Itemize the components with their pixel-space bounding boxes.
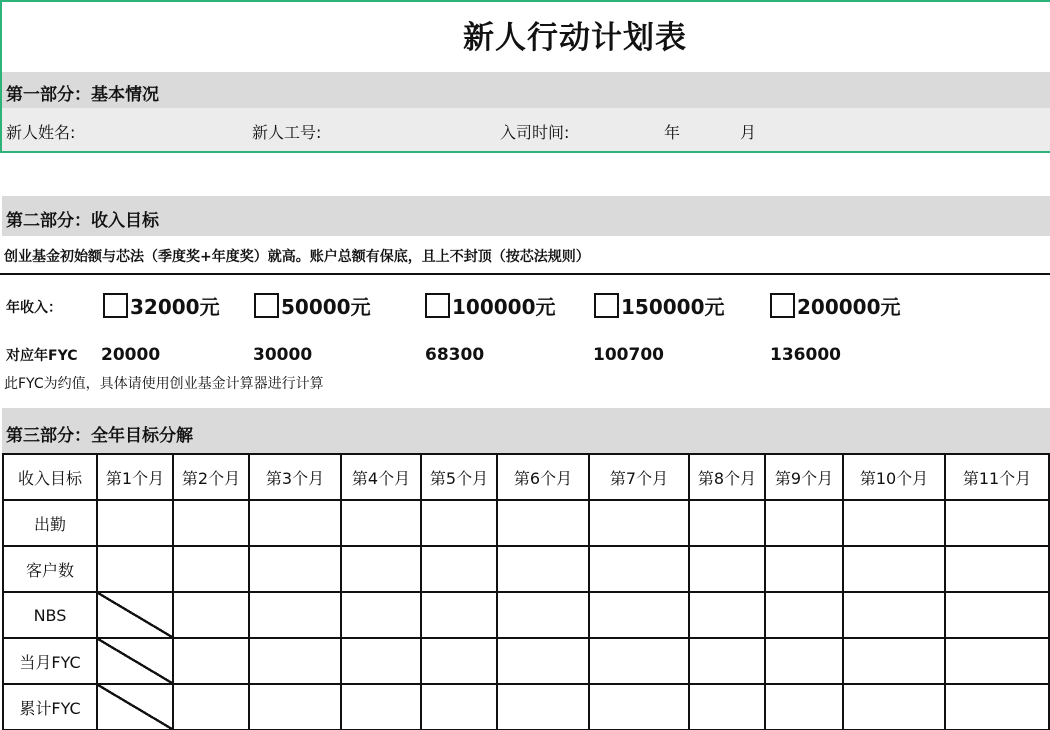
table-cell[interactable] [589,638,689,684]
table-cell[interactable] [173,684,249,730]
table-cell[interactable] [341,638,421,684]
table-row [3,546,1049,592]
header-cell: 第6个月 [497,454,589,500]
table-header-row [3,454,1049,500]
year-label: 年 [664,123,681,142]
table-cell[interactable] [421,592,497,638]
fyc-value: 136000 [770,345,841,365]
row-label: 出勤 [3,500,97,546]
income-option-label: 150000元 [621,295,725,319]
table-cell[interactable] [765,592,843,638]
table-cell[interactable] [945,684,1049,730]
month-label: 月 [740,123,757,142]
table-cell[interactable] [341,592,421,638]
table-cell[interactable] [249,546,341,592]
header-cell: 第5个月 [421,454,497,500]
table-cell[interactable] [843,684,945,730]
header-cell: 第11个月 [945,454,1049,500]
row-label: 累计FYC [3,684,97,730]
table-cell[interactable] [843,592,945,638]
table-cell[interactable] [173,592,249,638]
table-cell[interactable] [945,638,1049,684]
table-cell[interactable] [765,500,843,546]
header-cell: 第8个月 [689,454,765,500]
header-cell: 收入目标 [3,454,97,500]
header-cell: 第4个月 [341,454,421,500]
table-row [3,500,1049,546]
table-cell[interactable] [497,592,589,638]
fyc-value: 68300 [425,345,485,365]
table-cell[interactable] [97,546,173,592]
table-cell[interactable] [689,638,765,684]
diagonal-cell [97,684,173,730]
table-cell[interactable] [843,500,945,546]
header-cell: 第1个月 [97,454,173,500]
table-cell[interactable] [341,546,421,592]
table-cell[interactable] [497,500,589,546]
fund-note: 创业基金初始额与芯法（季度奖+年度奖）就高。账户总额有保底，且上不封顶（按芯法规则） [4,249,590,265]
income-option-label: 50000元 [281,295,371,319]
section2-divider [0,273,1050,275]
table-cell[interactable] [589,592,689,638]
income-option-32000[interactable] [103,291,220,320]
table-cell[interactable] [497,684,589,730]
income-option-label: 200000元 [797,295,901,319]
fyc-note: 此FYC为约值，具体请使用创业基金计算器进行计算 [4,376,324,392]
table-cell[interactable] [497,546,589,592]
fyc-value: 100700 [593,345,664,365]
table-cell[interactable] [765,684,843,730]
table-cell[interactable] [97,500,173,546]
table-cell[interactable] [765,638,843,684]
row-label: NBS [3,592,97,638]
table-cell[interactable] [421,638,497,684]
page-title: 新人行动计划表 [463,20,687,56]
table-cell[interactable] [173,638,249,684]
table-cell[interactable] [173,500,249,546]
table-cell[interactable] [689,684,765,730]
row-label: 客户数 [3,546,97,592]
table-row [3,684,1049,730]
table-cell[interactable] [421,500,497,546]
table-cell[interactable] [341,500,421,546]
table-cell[interactable] [497,638,589,684]
header-cell: 第10个月 [843,454,945,500]
table-cell[interactable] [689,500,765,546]
header-cell: 第7个月 [589,454,689,500]
target-breakdown-table [2,453,1050,730]
header-cell: 第9个月 [765,454,843,500]
table-cell[interactable] [421,684,497,730]
table-cell[interactable] [765,546,843,592]
name-label: 新人姓名: [6,123,76,142]
table-row [3,638,1049,684]
section2-title: 第二部分：收入目标 [6,211,159,231]
table-cell[interactable] [249,592,341,638]
table-cell[interactable] [341,684,421,730]
table-cell[interactable] [249,500,341,546]
table-cell[interactable] [249,638,341,684]
table-cell[interactable] [421,546,497,592]
income-option-label: 100000元 [452,295,556,319]
diagonal-cell [97,638,173,684]
income-option-100000[interactable] [425,291,556,320]
income-option-label: 32000元 [130,295,220,319]
diagonal-cell [97,592,173,638]
table-cell[interactable] [843,638,945,684]
income-label: 年收入： [6,300,62,316]
join-date-label: 入司时间: [500,123,570,142]
table-cell[interactable] [689,546,765,592]
income-option-200000[interactable] [770,291,901,320]
income-option-150000[interactable] [594,291,725,320]
selected-range [0,0,1050,153]
table-cell[interactable] [249,684,341,730]
table-cell[interactable] [589,546,689,592]
fyc-value: 30000 [253,345,313,365]
header-cell: 第2个月 [173,454,249,500]
table-cell[interactable] [689,592,765,638]
table-cell[interactable] [945,500,1049,546]
table-cell[interactable] [589,500,689,546]
checkbox-icon[interactable] [425,293,450,318]
table-cell[interactable] [945,546,1049,592]
fyc-value: 20000 [101,345,161,365]
table-cell[interactable] [173,546,249,592]
table-row [3,592,1049,638]
id-label: 新人工号: [252,123,322,142]
row-label: 当月FYC [3,638,97,684]
header-cell: 第3个月 [249,454,341,500]
checkbox-icon[interactable] [594,293,619,318]
checkbox-icon[interactable] [254,293,279,318]
checkbox-icon[interactable] [103,293,128,318]
table-cell[interactable] [843,546,945,592]
income-option-50000[interactable] [254,291,371,320]
section2-band [2,196,1050,236]
table-cell[interactable] [589,684,689,730]
checkbox-icon[interactable] [770,293,795,318]
section1-title: 第一部分：基本情况 [6,85,159,105]
table-cell[interactable] [945,592,1049,638]
section3-title: 第三部分：全年目标分解 [6,426,193,446]
fyc-label: 对应年FYC [6,348,78,364]
